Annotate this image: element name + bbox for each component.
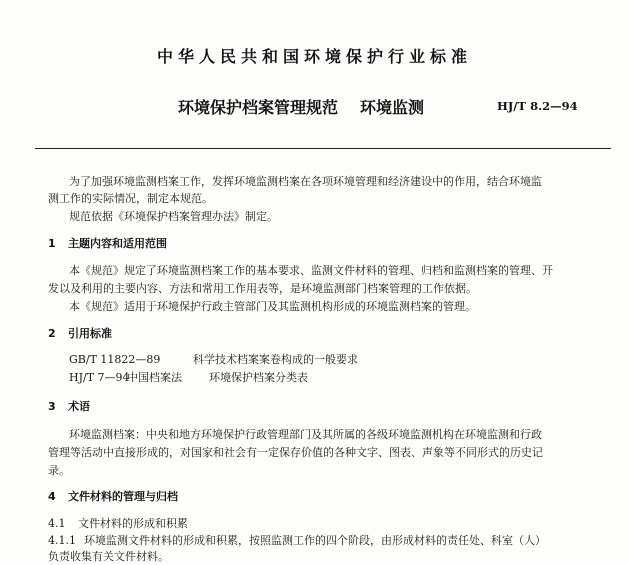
section1-para2: 本《规范》适用于环境保护行政主管部门及其监测机构形成的环境监测档案的管理。 (69, 300, 476, 313)
section1-number: 1 (48, 237, 56, 250)
subsection-4-1-number: 4.1 (48, 517, 66, 530)
reference-title-secondary: 环境保护档案分类表 (209, 371, 308, 384)
reference-item (69, 370, 308, 386)
document-title (178, 95, 424, 118)
section3-line2: 管理等活动中直接形成的，对国家和社会有一定保存价值的各种文字、图表、声象等不同形式的历史记 (48, 446, 543, 459)
section1-title: 主题内容和适用范围 (68, 237, 167, 250)
standard-code: HJ/T 8.2—94 (497, 99, 578, 113)
section4-number: 4 (48, 490, 56, 503)
intro-para1-line2: 测工作的实际情况，制定本规范。 (48, 192, 213, 205)
intro-para1-line1: 为了加强环境监测档案工作，发挥环境监测档案在各项环境管理和经济建设中的作用，结合环境监 (69, 175, 542, 188)
subsection-4-1-title: 文件材料的形成和积累 (78, 517, 188, 530)
reference-code: HJ/T 7—94 (69, 371, 130, 384)
section1-para1-line2: 发以及利用的主要内容、方法和常用工作用表等，是环境监测部门档案管理的工作依据。 (48, 282, 477, 295)
section3-line1: 环境监测档案：中央和地方环境保护行政管理部门及其所属的各级环境监测机构在环境监测和行政 (69, 428, 542, 441)
header-rule (35, 148, 611, 149)
subsection-4-1-1-line1 (48, 533, 546, 549)
section2-title: 引用标准 (68, 327, 112, 340)
reference-title: 科学技术档案案卷构成的一般要求 (193, 353, 358, 366)
subsection-4-1-1-text: 环境监测文件材料的形成和积累，按照监测工作的四个阶段，由形成材料的责任处、科室（人） (84, 534, 546, 547)
section3-title: 术语 (68, 400, 90, 413)
document-title-main: 环境保护档案管理规范 (178, 98, 339, 117)
section3-line3: 录。 (48, 464, 70, 477)
subsection-4-1-1-line2: 负责收集有关文件材料。 (48, 550, 169, 563)
reference-item (69, 352, 358, 368)
section2-heading (48, 326, 112, 342)
document-title-sub: 环境监测 (360, 98, 425, 117)
section4-heading (48, 489, 178, 505)
reference-title: 中国档案法 (127, 371, 182, 384)
reference-code: GB/T 11822—89 (69, 353, 161, 366)
subsection-4-1 (48, 516, 188, 532)
section3-number: 3 (48, 400, 56, 413)
section2-number: 2 (48, 327, 56, 340)
section1-heading (48, 236, 167, 252)
section3-heading (48, 399, 90, 415)
subsection-4-1-1-number: 4.1.1 (48, 534, 76, 547)
standard-category-heading: 中华人民共和国环境保护行业标准 (156, 47, 472, 66)
section1-para1-line1: 本《规范》规定了环境监测档案工作的基本要求、监测文件材料的管理、归档和监测档案的管理、开 (69, 264, 553, 277)
intro-para2: 规范依据《环境保护档案管理办法》制定。 (69, 210, 278, 223)
section4-title: 文件材料的管理与归档 (68, 490, 178, 503)
